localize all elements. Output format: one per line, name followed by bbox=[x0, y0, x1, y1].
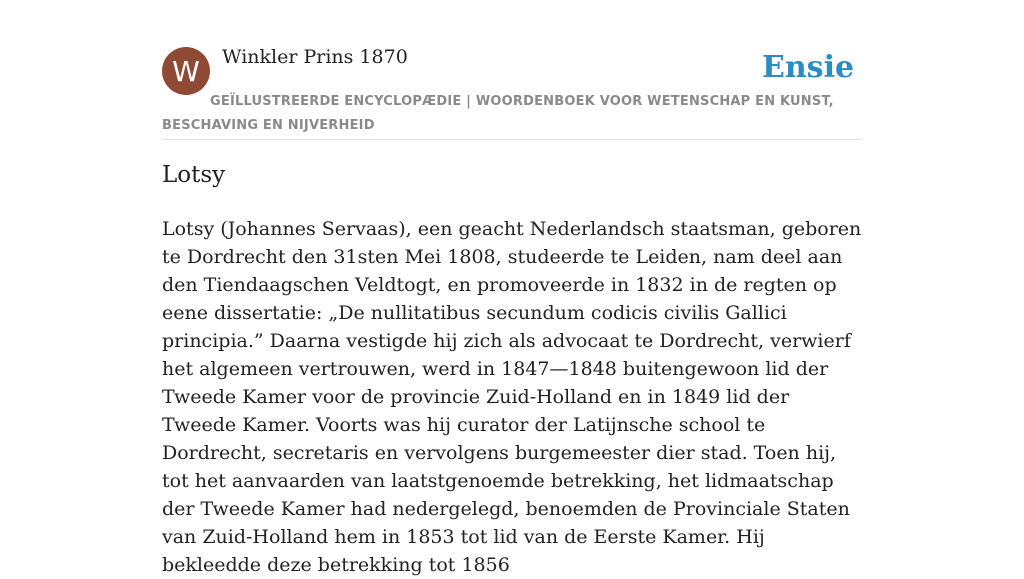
avatar[interactable]: W bbox=[162, 47, 210, 95]
divider bbox=[162, 139, 862, 140]
source-subtitle: GEÏLLUSTREERDE ENCYCLOPÆDIE | WOORDENBOEK VOOR WETENSCHAP EN KUNST, BESCHAVING EN NIJVERHEID bbox=[162, 94, 834, 133]
brand-logo[interactable]: Ensie bbox=[762, 50, 855, 85]
entry-title: Lotsy bbox=[162, 162, 226, 188]
entry-body: Lotsy (Johannes Servaas), een geacht Nederlandsch staatsman, geboren te Dordrecht den 31sten Mei 1808, studeerde te Leiden, nam deel aan den Tiendaagschen Veldtogt, en promoveerde in 1832 in de regten op eene dissertatie: „De nullitatibus secundum codicis civilis Gallici principia.” Daarna vestigde hij zich als advocaat te Dordrecht, verwierf het algemeen vertrouwen, werd in 1847—1848 buitengewoon lid der Tweede Kamer voor de provincie Zuid-Holland en in 1849 lid der Tweede Kamer. Voorts was hij curator der Latijnsche school te Dordrecht, secretaris en vervolgens burgemeester dier stad. Toen hij, tot het aanvaarden van laatstgenoemde betrekking, het lidmaatschap der Tweede Kamer had nedergelegd, benoemden de Provinciale Staten van Zuid-Holland hem in 1853 tot lid van de Eerste Kamer. Hij bekleedde deze betrekking tot 1856 bbox=[162, 218, 862, 576]
source-title[interactable]: Winkler Prins 1870 bbox=[222, 46, 408, 68]
